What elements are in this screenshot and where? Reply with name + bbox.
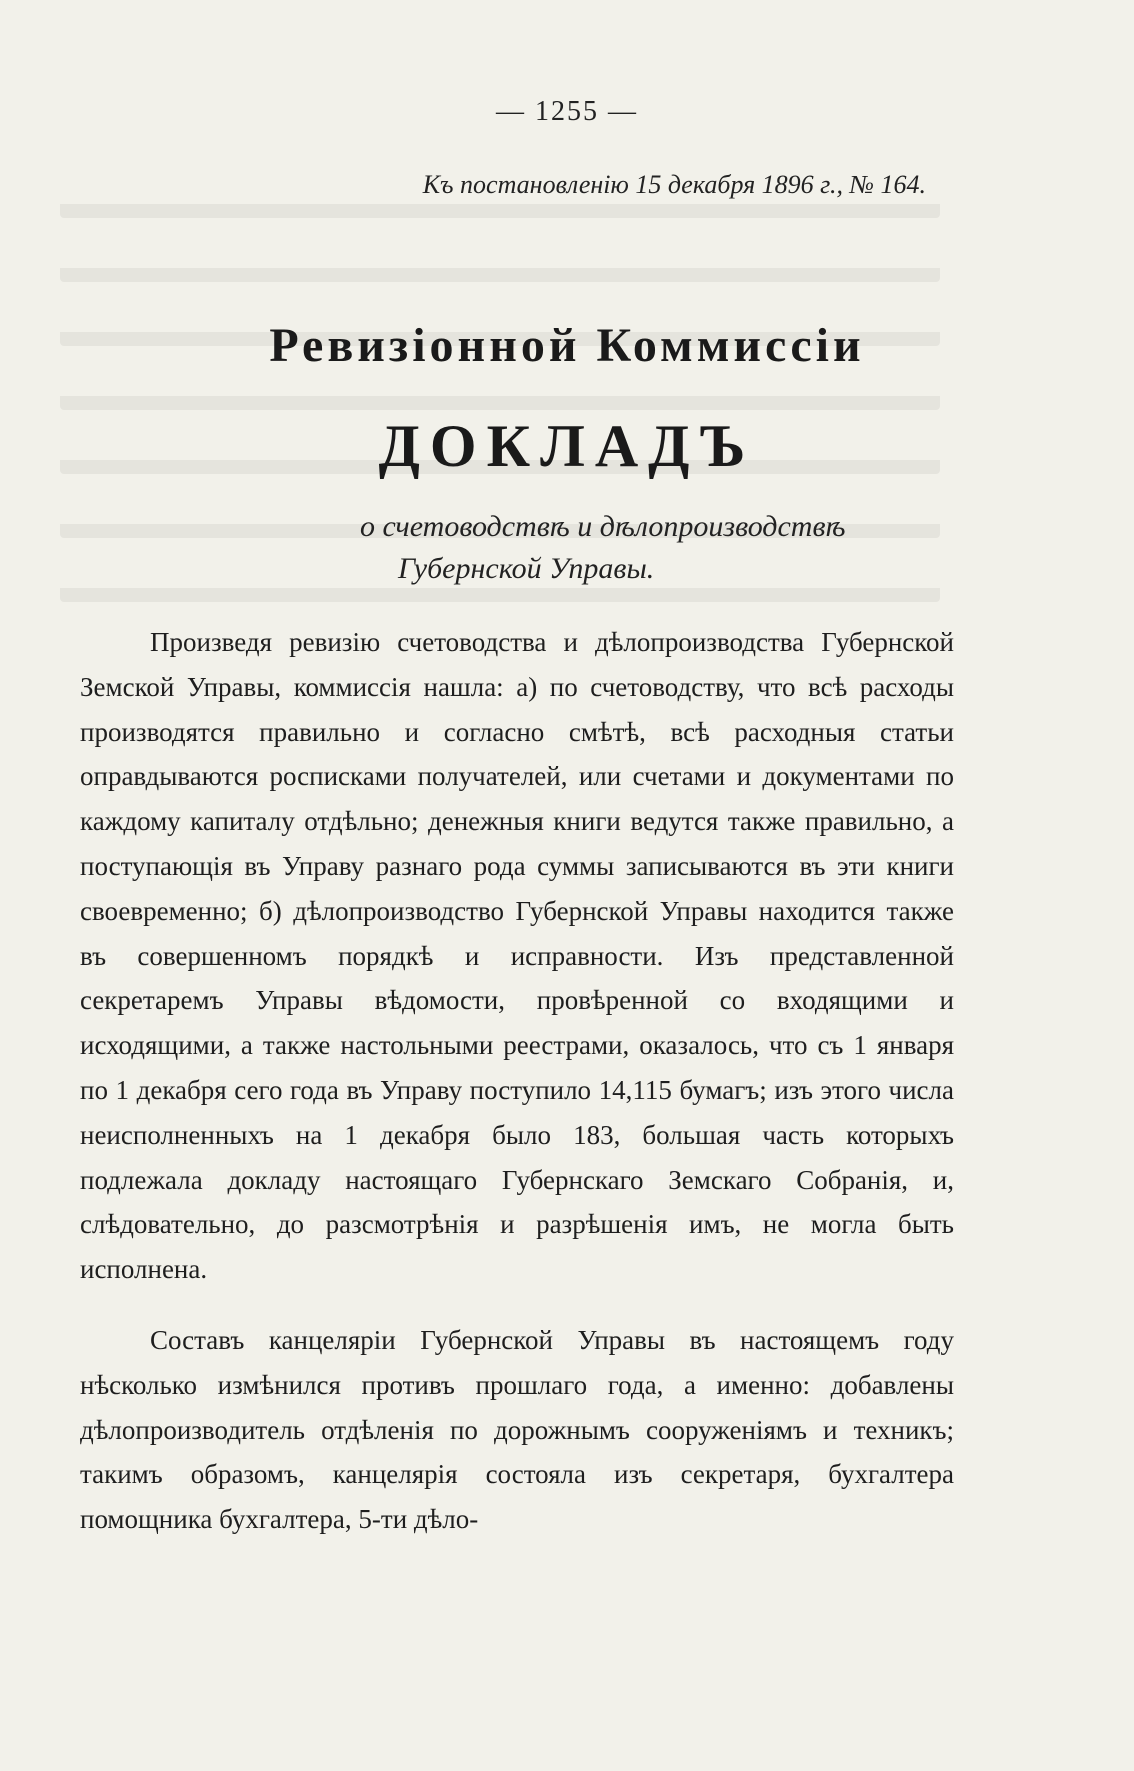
resolution-reference: Къ постановленію 15 декабря 1896 г., № 164. (422, 170, 926, 199)
paragraph-2: Составъ канцеляріи Губернской Управы въ настоящемъ году нѣсколько измѣнился противъ прошлаго года, а именно: добавлены дѣлопроизводитель отдѣленія по дорожнымъ сооруженіямъ и техникъ; такимъ образомъ, канцелярія состояла изъ секретаря, бухгалтера помощника бухгалтера, 5-ти дѣло- (80, 1324, 954, 1535)
report-body (80, 620, 954, 1542)
subtitle-line-1: о счетоводствѣ и дѣлопроизводствѣ (360, 510, 846, 543)
title-report: ДОКЛАДЪ (378, 413, 756, 479)
subtitle (360, 506, 980, 590)
page-number: — 1255 — (496, 96, 638, 127)
subtitle-line-2: Губернской Управы. (398, 552, 655, 585)
paragraph-1: Произведя ревизію счетоводства и дѣлопроизводства Губернской Земской Управы, коммиссія нашла: а) по счетоводству, что всѣ расходы производятся правильно и согласно смѣтѣ, всѣ расходныя статьи оправдываются росписками получателей, или счетами и документами по каждому капиталу отдѣльно; денежныя книги ведутся также правильно, а поступающія въ Управу разнаго рода суммы записываются въ эти книги своевременно; б) дѣлопроизводство Губернской Управы находится также въ совершенномъ порядкѣ и исправности. Изъ представленной секретаремъ Управы вѣдомости, провѣренной со входящими и исходящими, а также настольными реестрами, оказалось, что съ 1 января по 1 декабря сего года въ Управу поступило 14,115 бумагъ; изъ этого числа неисполненныхъ на 1 декабря было 183, большая часть которыхъ подлежала докладу настоящаго Губернскаго Земскаго Собранія, и, слѣдовательно, до разсмотрѣнія и разрѣшенія имъ, не могла быть исполнена. (80, 627, 954, 1285)
title-commission: Ревизіонной Коммиссіи (269, 319, 865, 372)
